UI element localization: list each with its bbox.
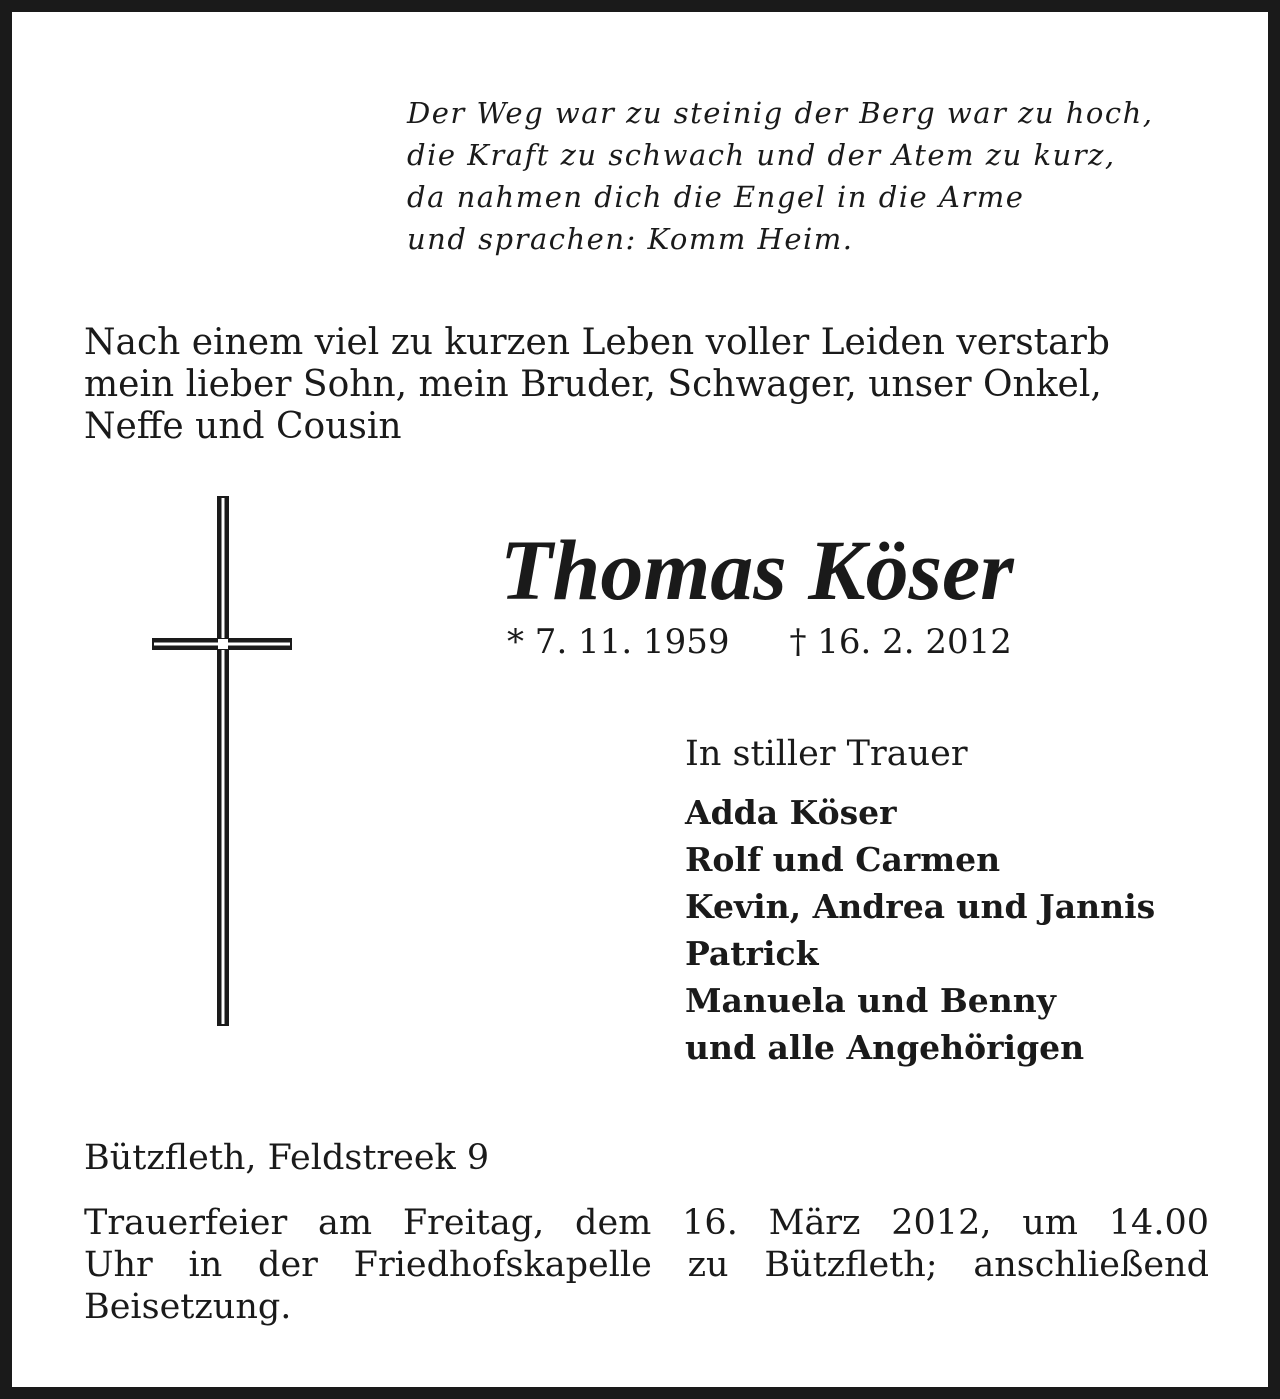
- mourner-name: Manuela und Benny: [685, 981, 1056, 1020]
- address: Bützfleth, Feldstreek 9: [84, 1138, 490, 1178]
- intro-line: Neffe und Cousin: [84, 406, 402, 447]
- service-line: Uhr in der Friedhofskapelle zu Bützfleth; anschließend: [84, 1245, 1209, 1285]
- intro-text: [84, 322, 1209, 448]
- mourner-name: Rolf und Carmen: [685, 840, 1001, 879]
- cross-svg: [140, 494, 292, 1030]
- birth-date: * 7. 11. 1959: [507, 622, 730, 662]
- deceased-name: Thomas Köser: [500, 522, 1014, 618]
- poem-line: Der Weg war zu steinig der Berg war zu hoch,: [407, 96, 1154, 130]
- intro-line: Nach einem viel zu kurzen Leben voller Leiden verstarb: [84, 322, 1110, 363]
- poem-line: die Kraft zu schwach und der Atem zu kurz,: [407, 138, 1116, 172]
- service-line: Beisetzung.: [84, 1287, 292, 1327]
- death-date: † 16. 2. 2012: [789, 622, 1012, 662]
- service-info: [84, 1202, 1209, 1328]
- cross-center: [218, 639, 228, 649]
- poem-line: da nahmen dich die Engel in die Arme: [407, 180, 1025, 214]
- mourner-name: Kevin, Andrea und Jannis: [685, 887, 1156, 926]
- mourner-name: Adda Köser: [685, 793, 897, 832]
- mourner-name: und alle Angehörigen: [685, 1028, 1085, 1067]
- cross-icon: [140, 494, 292, 1030]
- life-dates: [507, 620, 1012, 664]
- intro-line: mein lieber Sohn, mein Bruder, Schwager, unser Onkel,: [84, 364, 1102, 405]
- mourner-name: Patrick: [685, 934, 819, 973]
- cross-vertical-gap: [222, 498, 225, 1024]
- poem-line: und sprachen: Komm Heim.: [407, 222, 854, 256]
- service-line: Trauerfeier am Freitag, dem 16. März 2012, um 14.00: [84, 1203, 1209, 1243]
- mourners-list: [685, 789, 1155, 1071]
- poem: [407, 92, 1227, 260]
- mourning-heading: In stiller Trauer: [685, 734, 968, 774]
